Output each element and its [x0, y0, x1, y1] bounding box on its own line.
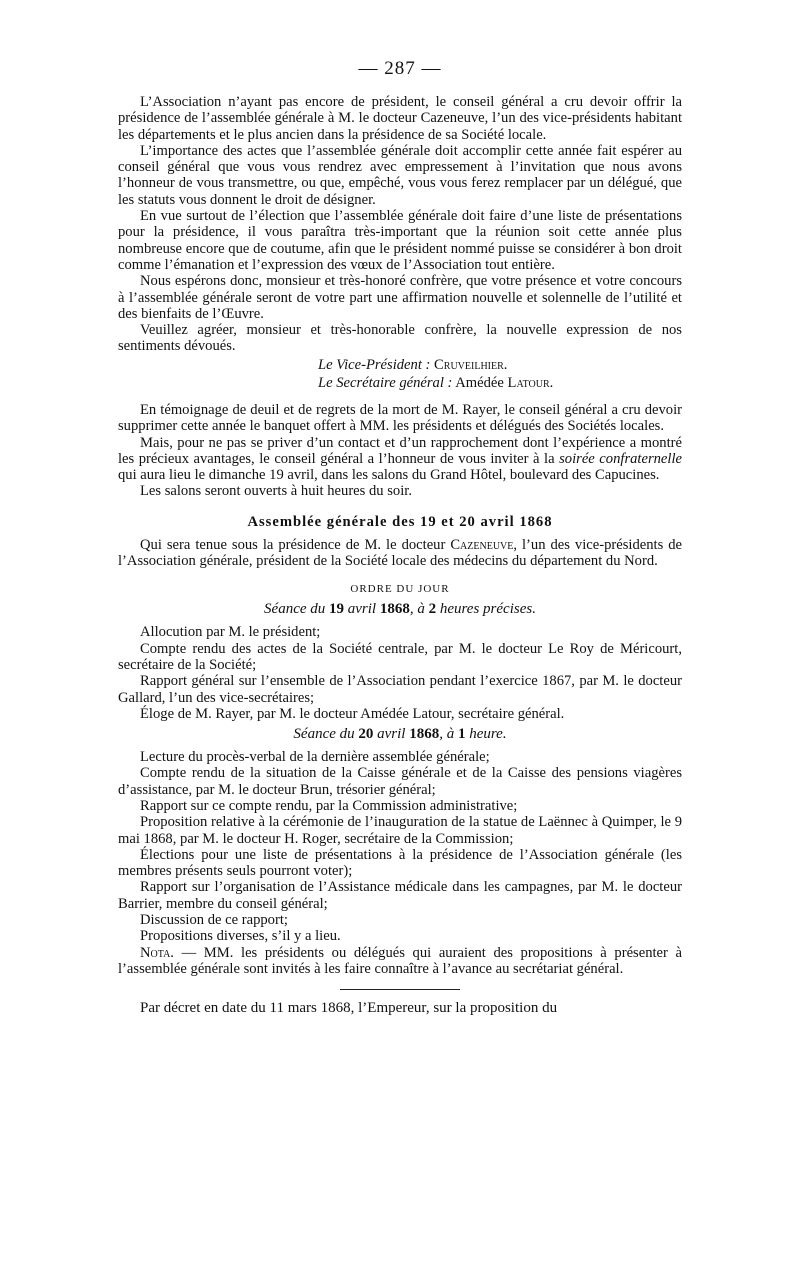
- list-item: Élections pour une liste de présentations à la présidence de l’Association générale (les membres présents seuls pourront voter);: [118, 846, 682, 880]
- list-item: Éloge de M. Rayer, par M. le docteur Amédée Latour, secrétaire général.: [140, 705, 565, 722]
- list-item: Discussion de ce rapport;: [140, 912, 288, 929]
- paragraph: En témoignage de deuil et de regrets de la mort de M. Rayer, le conseil général a cru devoir supprimer cette année le banquet offert à MM. les présidents et délégués des Sociétés locales.: [118, 401, 682, 435]
- paragraph: L’Association n’ayant pas encore de président, le conseil général a cru devoir offrir la présidence de l’assemblée générale à M. le docteur Cazeneuve, l’un des vice-présidents habitant les départements et le plus ancien dans la présidence de sa Société locale.: [118, 94, 682, 143]
- nota-label: Nota.: [140, 944, 174, 961]
- signature-name: Latour.: [507, 375, 554, 392]
- agenda-list-2: [118, 749, 682, 945]
- paragraph: [118, 435, 682, 484]
- notice-body: [118, 402, 682, 500]
- list-item: Rapport sur ce compte rendu, par la Commission administrative;: [140, 797, 518, 814]
- page-number: — 287 —: [358, 58, 442, 79]
- text-run: qui aura lieu le dimanche 19 avril, dans les salons du Grand Hôtel, boulevard des Capucines.: [118, 467, 660, 484]
- seance-heading-2: Séance du 20 avril 1868, à 1 heure.: [293, 726, 507, 743]
- text-run: Mais, pour ne pas se priver d’un contact et d’un rapprochement dont l’expérience a montré les précieux avantages, le conseil général a l’honneur de vous inviter à la: [118, 434, 682, 467]
- section-divider: [340, 989, 460, 990]
- text-run: Qui sera tenue sous la présidence de M. le docteur: [140, 536, 451, 553]
- nota-text: — MM. les présidents ou délégués qui auraient des propositions à présenter à l’assemblée générale sont invités à les faire connaître à l’avance au secrétariat général.: [118, 944, 682, 977]
- signature-role: Le Secrétaire général :: [318, 375, 453, 392]
- seance-heading-1: Séance du 19 avril 1868, à 2 heures précises.: [264, 601, 536, 618]
- signature-role: Le Vice-Président :: [318, 356, 431, 373]
- letter-body: [118, 94, 682, 355]
- assembly-heading: Assemblée générale des 19 et 20 avril 1868: [247, 513, 553, 530]
- list-item: Lecture du procès-verbal de la dernière assemblée générale;: [140, 749, 490, 766]
- emphasis-text: soirée confraternelle: [559, 450, 682, 467]
- list-item: Rapport sur l’organisation de l’Assistance médicale dans les campagnes, par M. le docteur Barrier, membre du conseil général;: [118, 879, 682, 912]
- text-run: , l’un des vice-présidents de l’Association générale, président de la Société locale des médecins du département du Nord.: [118, 536, 682, 570]
- list-item: Compte rendu de la situation de la Caisse générale et de la Caisse des pensions viagères d’assistance, par M. le docteur Brun, trésorier général;: [118, 765, 682, 798]
- agenda-list-1: [118, 624, 682, 722]
- paragraph: L’importance des actes que l’assemblée générale doit accomplir cette année fait espérer au conseil général que vous vous rendrez avec empressement à l’invitation que nous avons l’honneur de vous transmettre, ou que, empêché, vous vous ferez remplacer par un délégué, que les statuts vous donnent le droit de désigner.: [118, 142, 682, 208]
- list-item: Compte rendu des actes de la Société centrale, par M. le docteur Le Roy de Méricourt, secrétaire de la Société;: [118, 640, 682, 673]
- paragraph: [118, 537, 682, 570]
- name-text: Cazeneuve: [450, 536, 514, 553]
- list-item: Rapport général sur l’ensemble de l’Association pendant l’exercice 1867, par M. le docteur Gallard, l’un des vice-secrétaires;: [118, 673, 682, 706]
- list-item: Propositions diverses, s’il y a lieu.: [140, 928, 341, 945]
- signature-name-prefix: Amédée: [455, 375, 504, 392]
- nota-paragraph: [118, 945, 682, 978]
- ordre-du-jour-heading: ORDRE DU JOUR: [350, 583, 450, 596]
- paragraph: Veuillez agréer, monsieur et très-honorable confrère, la nouvelle expression de nos sentiments dévoués.: [118, 322, 682, 355]
- paragraph: En vue surtout de l’élection que l’assemblée générale doit faire d’une liste de présentations pour la présidence, il vous paraîtra très-important que la réunion soit cette année plus nombreuse encore que de coutume, afin que le président nommé puisse se considérer à bon droit comme l’émanation et l’expression des vœux de l’Association tout entière.: [118, 208, 682, 273]
- list-item: Proposition relative à la cérémonie de l’inauguration de la statue de Laënnec à Quimper, le 9 mai 1868, par M. le docteur H. Roger, secrétaire de la Commission;: [118, 814, 682, 847]
- signature-vice-president: [118, 357, 682, 374]
- decret-paragraph: Par décret en date du 11 mars 1868, l’Empereur, sur la proposition du: [140, 1000, 558, 1017]
- paragraph: Les salons seront ouverts à huit heures du soir.: [140, 483, 412, 500]
- assembly-intro: [118, 537, 682, 570]
- signature-secretary: [118, 375, 682, 392]
- list-item: Allocution par M. le président;: [140, 624, 321, 641]
- paragraph: Nous espérons donc, monsieur et très-honoré confrère, que votre présence et votre concours à l’assemblée générale seront de votre part une affirmation nouvelle et solennelle de l’utilité et des bienfaits de l’Œuvre.: [118, 273, 682, 322]
- signature-name: Cruveilhier.: [434, 356, 508, 373]
